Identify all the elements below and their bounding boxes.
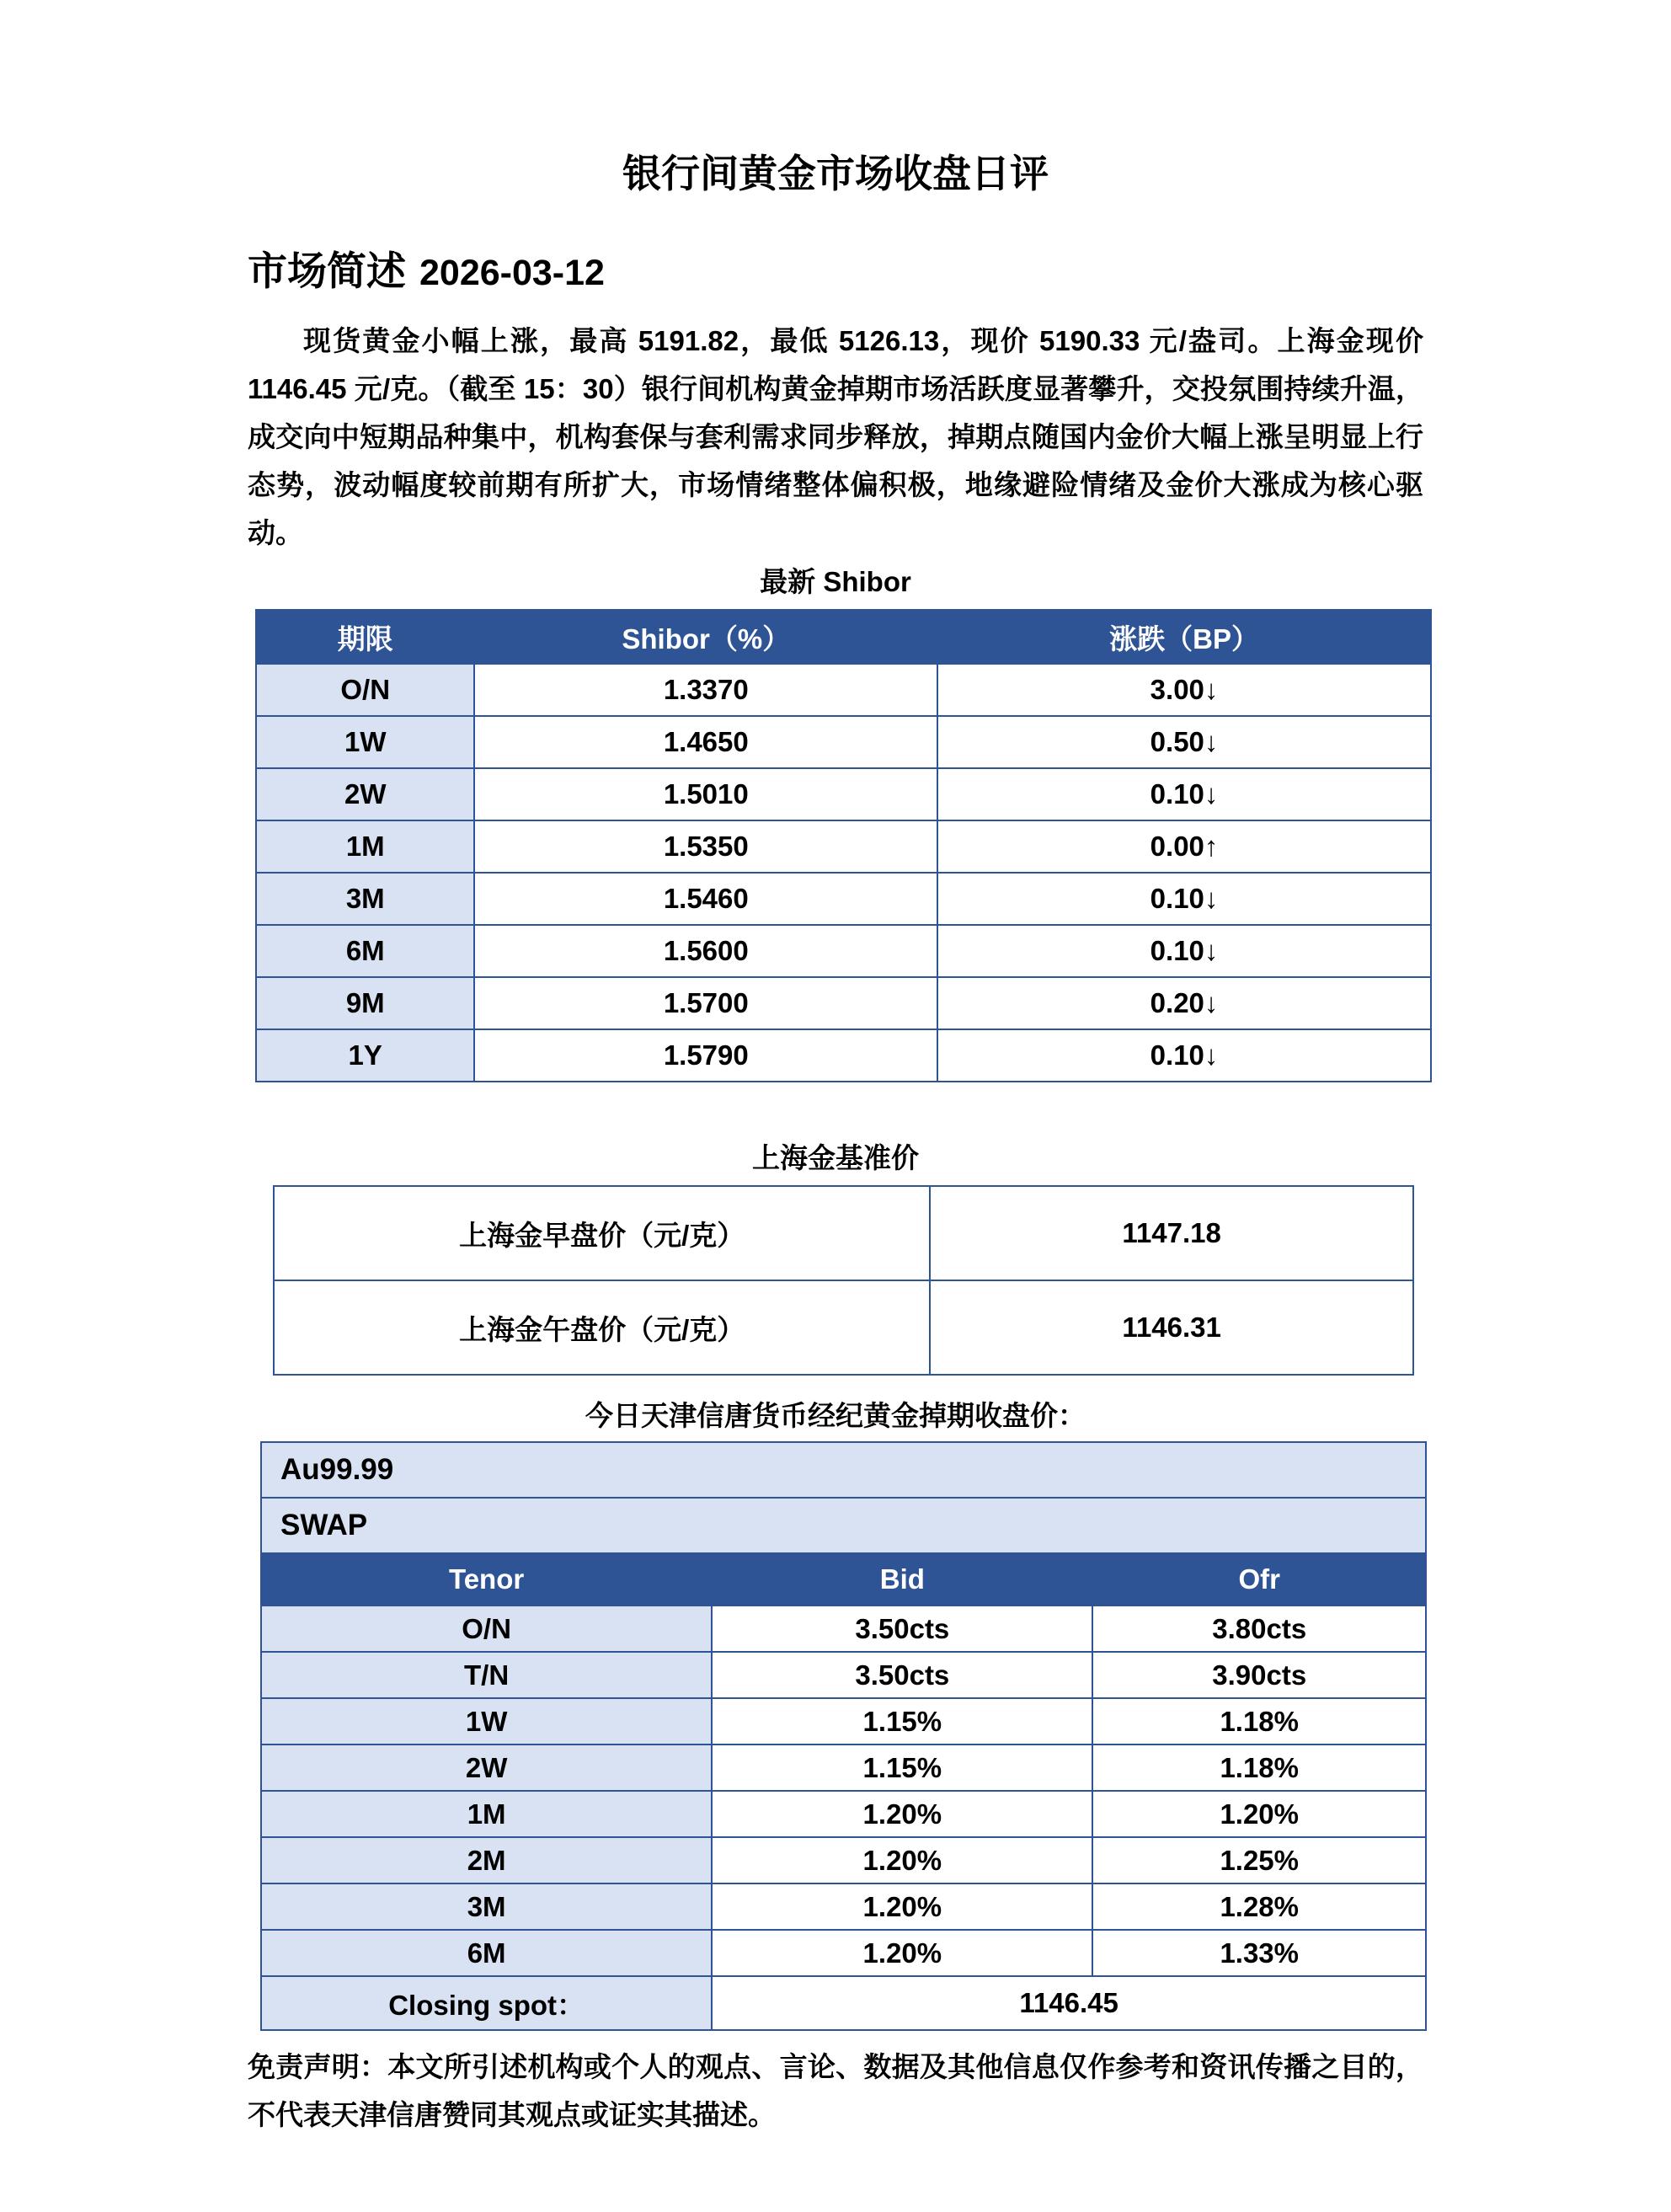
disclaimer-text: 免责声明：本文所引述机构或个人的观点、言论、数据及其他信息仅作参考和资讯传播之目的，不代表天津信唐赞同其观点或证实其描述。	[248, 2051, 1423, 2130]
table-row	[261, 1883, 1426, 1930]
row-label-cell: O/N	[261, 1606, 712, 1652]
table-row	[256, 716, 1431, 768]
row-label-cell: 1M	[256, 820, 474, 873]
row-value-cell: 1.5700	[474, 977, 937, 1029]
table-row	[261, 1837, 1426, 1883]
row-value-cell: 1.15%	[712, 1698, 1092, 1744]
table-row	[274, 1280, 1413, 1375]
row-value-cell: 1.4650	[474, 716, 937, 768]
row-value-cell: 1.5790	[474, 1029, 937, 1082]
row-label-cell: T/N	[261, 1652, 712, 1698]
row-value-cell: 1.20%	[1092, 1791, 1426, 1837]
row-value-cell: 1.18%	[1092, 1698, 1426, 1744]
row-value-cell: 3.00↓	[937, 664, 1431, 716]
row-label-cell: 3M	[261, 1883, 712, 1930]
swap-header-bid: Bid	[712, 1553, 1092, 1606]
market-summary-paragraph: 现货黄金小幅上涨，最高 5191.82，最低 5126.13，现价 5190.33 元/盎司。上海金现价 1146.45 元/克。（截至 15：30）银行间机构黄金掉期市场活跃度显著攀升，交投氛围持续升温，成交向中短期品种集中，机构套保与套利需求同步释放，掉期点随国内金价大幅上涨呈明显上行态势，波动幅度较前期有所扩大，市场情绪整体偏积极，地缘避险情绪及金价大涨成为核心驱动。	[248, 325, 1423, 548]
row-label-cell: 9M	[256, 977, 474, 1029]
row-value-cell: 0.10↓	[937, 1029, 1431, 1082]
row-value-cell: 1.20%	[712, 1837, 1092, 1883]
row-value-cell: 1.20%	[712, 1883, 1092, 1930]
row-value-cell: 3.50cts	[712, 1606, 1092, 1652]
shibor-table	[255, 609, 1432, 1082]
row-value-cell: 0.50↓	[937, 716, 1431, 768]
benchmark-table	[273, 1185, 1414, 1376]
page-title: 银行间黄金市场收盘日评	[622, 152, 1049, 195]
section-heading	[248, 248, 1423, 297]
row-value-cell: 0.20↓	[937, 977, 1431, 1029]
shibor-header-rate: Shibor（%）	[474, 610, 937, 664]
row-value-cell: 1.15%	[712, 1744, 1092, 1791]
benchmark-table-caption: 上海金基准价	[752, 1142, 919, 1173]
row-value-cell: 1.20%	[712, 1930, 1092, 1976]
row-value-cell: 1.5600	[474, 925, 937, 977]
row-value-cell: 3.50cts	[712, 1652, 1092, 1698]
row-label-cell: 2W	[256, 768, 474, 820]
table-row	[256, 977, 1431, 1029]
table-row	[256, 664, 1431, 716]
row-label-cell: 3M	[256, 873, 474, 925]
row-value-cell: 1.20%	[712, 1791, 1092, 1837]
table-row	[261, 1652, 1426, 1698]
row-value-cell: 1.5460	[474, 873, 937, 925]
swap-instrument-row	[261, 1498, 1426, 1553]
row-value-cell: 1.5010	[474, 768, 937, 820]
swap-header-ofr: Ofr	[1092, 1553, 1426, 1606]
report-date: 2026-03-12	[419, 253, 605, 293]
row-value-cell: 3.80cts	[1092, 1606, 1426, 1652]
swap-header-row	[261, 1553, 1426, 1606]
row-value-cell: 1.3370	[474, 664, 937, 716]
swap-product-row	[261, 1442, 1426, 1498]
table-row	[274, 1186, 1413, 1280]
closing-spot-label: Closing spot：	[261, 1976, 712, 2030]
table-row	[261, 1698, 1426, 1744]
table-row	[256, 820, 1431, 873]
table-row	[256, 925, 1431, 977]
row-label-cell: 上海金午盘价（元/克）	[274, 1280, 930, 1375]
row-value-cell: 0.00↑	[937, 820, 1431, 873]
shibor-header-tenor: 期限	[256, 610, 474, 664]
table-row	[256, 1029, 1431, 1082]
row-label-cell: 6M	[256, 925, 474, 977]
row-value-cell: 1.28%	[1092, 1883, 1426, 1930]
table-row	[261, 1791, 1426, 1837]
shibor-table-caption: 最新 Shibor	[760, 566, 911, 597]
row-value-cell: 1.5350	[474, 820, 937, 873]
row-value-cell: 0.10↓	[937, 768, 1431, 820]
closing-spot-value: 1146.45	[712, 1976, 1426, 2030]
row-label-cell: 1Y	[256, 1029, 474, 1082]
row-value-cell: 0.10↓	[937, 925, 1431, 977]
table-row	[261, 1744, 1426, 1791]
table-row	[256, 768, 1431, 820]
section-heading-label: 市场简述	[248, 248, 406, 293]
table-row	[256, 873, 1431, 925]
shibor-header-row	[256, 610, 1431, 664]
table-row	[261, 1606, 1426, 1652]
row-label-cell: O/N	[256, 664, 474, 716]
swap-table-caption: 今日天津信唐货币经纪黄金掉期收盘价：	[585, 1400, 1086, 1431]
swap-product-cell: Au99.99	[261, 1442, 1426, 1498]
row-value-cell: 3.90cts	[1092, 1652, 1426, 1698]
swap-header-tenor: Tenor	[261, 1553, 712, 1606]
row-label-cell: 2M	[261, 1837, 712, 1883]
swap-instrument-cell: SWAP	[261, 1498, 1426, 1553]
closing-spot-row	[261, 1976, 1426, 2030]
row-label-cell: 1M	[261, 1791, 712, 1837]
row-label-cell: 2W	[261, 1744, 712, 1791]
row-label-cell: 1W	[261, 1698, 712, 1744]
row-label-cell: 上海金早盘价（元/克）	[274, 1186, 930, 1280]
row-value-cell: 1.33%	[1092, 1930, 1426, 1976]
row-value-cell: 1146.31	[930, 1280, 1413, 1375]
table-row	[261, 1930, 1426, 1976]
row-value-cell: 1.25%	[1092, 1837, 1426, 1883]
row-value-cell: 0.10↓	[937, 873, 1431, 925]
row-value-cell: 1147.18	[930, 1186, 1413, 1280]
row-value-cell: 1.18%	[1092, 1744, 1426, 1791]
row-label-cell: 6M	[261, 1930, 712, 1976]
swap-table	[260, 1441, 1427, 2031]
row-label-cell: 1W	[256, 716, 474, 768]
shibor-header-change: 涨跌（BP）	[937, 610, 1431, 664]
